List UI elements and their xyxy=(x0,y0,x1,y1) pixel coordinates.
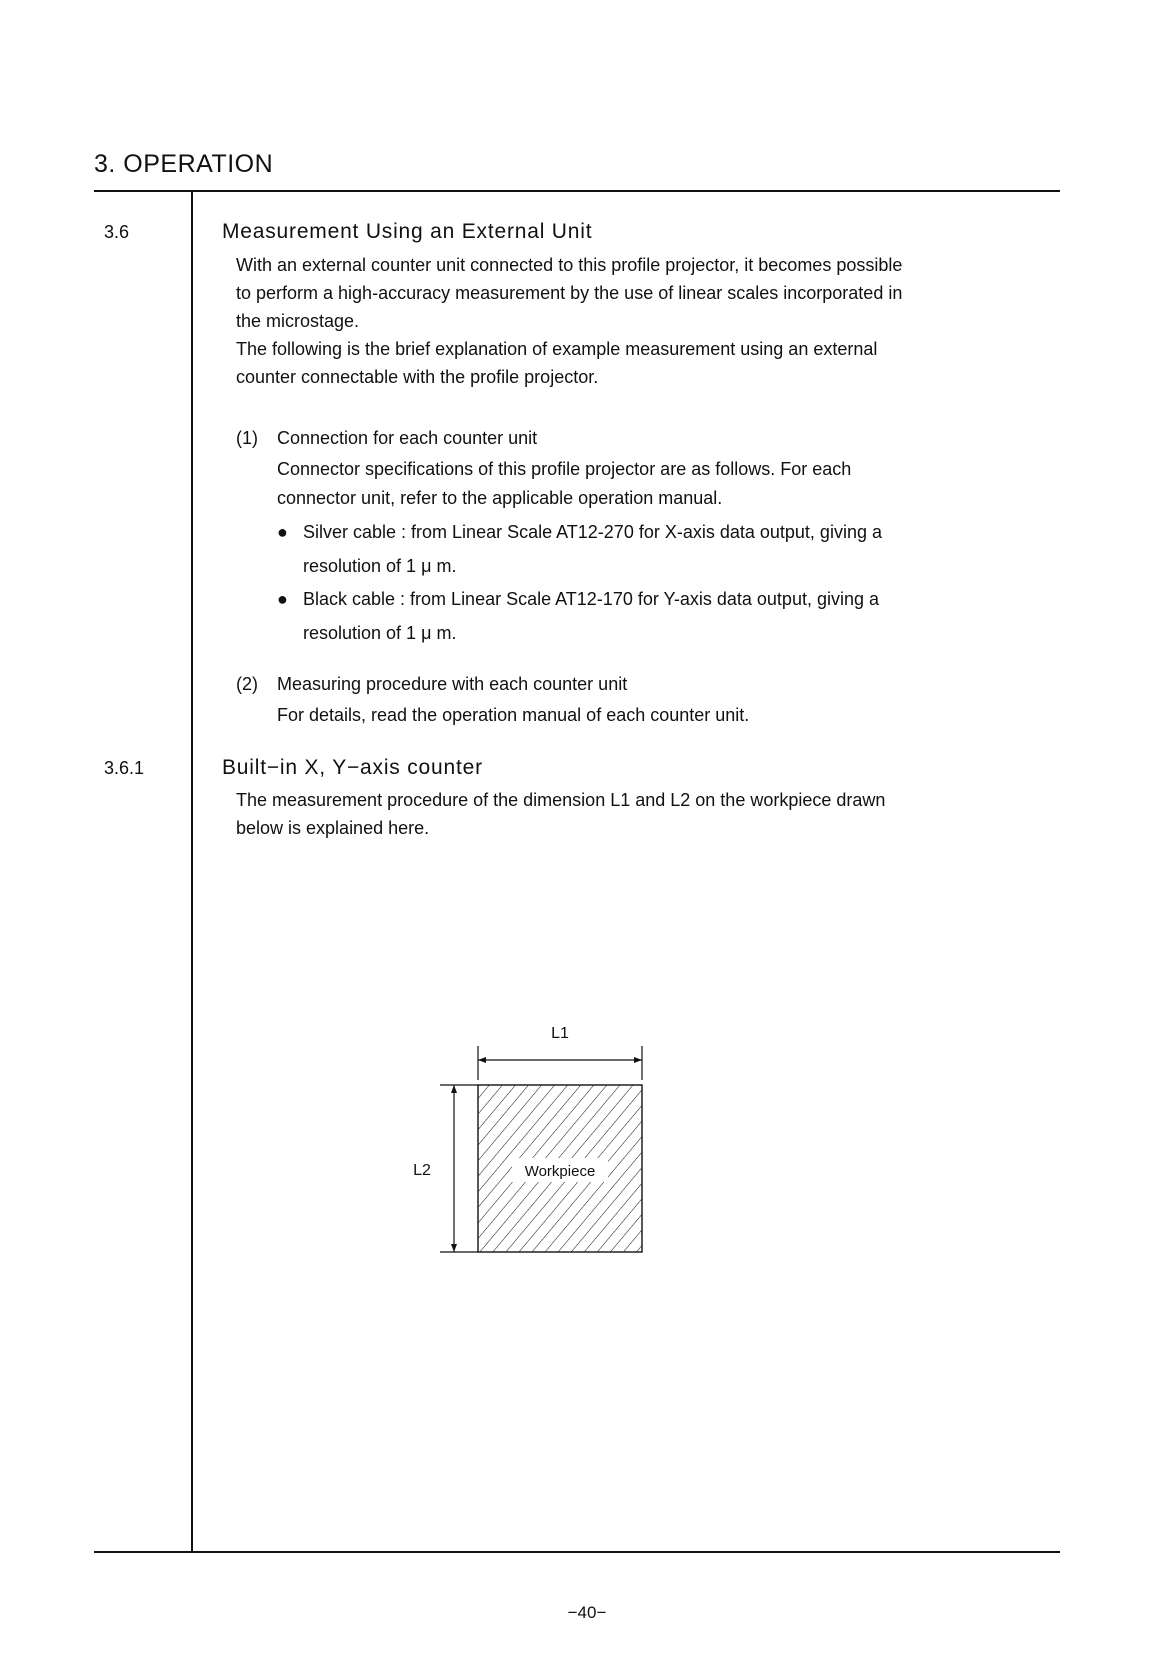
page-number: −40− xyxy=(567,1603,607,1622)
dimension-l1 xyxy=(478,1025,642,1080)
workpiece xyxy=(478,1085,642,1252)
section-title: Measurement Using an External Unit xyxy=(222,220,593,243)
item-heading xyxy=(236,428,537,449)
bullet-icon: ● xyxy=(277,522,288,542)
intro-line: The following is the brief explanation of example measurement using an external xyxy=(236,339,878,359)
dimension-l2 xyxy=(413,1085,478,1252)
item-number: (2) xyxy=(236,674,258,694)
item-number: (1) xyxy=(236,428,258,448)
margin-rule xyxy=(191,190,193,1553)
body-line: For details, read the operation manual of each counter unit. xyxy=(277,705,750,725)
chapter-title: 3. OPERATION xyxy=(94,150,274,178)
label-workpiece: Workpiece xyxy=(524,1163,596,1180)
bullet-line: resolution of 1 μ m. xyxy=(303,556,457,576)
item-title: Connection for each counter unit xyxy=(277,428,538,448)
bottom-rule xyxy=(94,1551,1060,1553)
intro-line: With an external counter unit connected to this profile projector, it becomes possible xyxy=(236,255,903,275)
list-item xyxy=(277,582,1037,650)
body-line: Connector specifications of this profile projector are as follows. For each xyxy=(277,459,852,479)
bullet-line: Black cable : from Linear Scale AT12-170 for Y-axis data output, giving a xyxy=(303,589,879,609)
section-body xyxy=(236,786,1046,842)
item-heading xyxy=(236,674,627,695)
section-intro xyxy=(236,251,1046,391)
body-line: The measurement procedure of the dimension L1 and L2 on the workpiece drawn xyxy=(236,790,886,810)
list-item xyxy=(277,515,1037,583)
item-body xyxy=(277,455,1037,513)
body-line: connector unit, refer to the applicable operation manual. xyxy=(277,488,723,508)
bullet-line: Silver cable : from Linear Scale AT12-270 for X-axis data output, giving a xyxy=(303,522,882,542)
bullet-icon: ● xyxy=(277,589,288,609)
section-number: 3.6 xyxy=(104,222,130,242)
bullet-line: resolution of 1 μ m. xyxy=(303,623,457,643)
workpiece-figure xyxy=(400,1020,660,1260)
intro-line: the microstage. xyxy=(236,311,360,331)
label-l1: L1 xyxy=(551,1025,569,1042)
label-l2: L2 xyxy=(413,1162,431,1179)
item-title: Measuring procedure with each counter unit xyxy=(277,674,628,694)
section-title: Built−in X, Y−axis counter xyxy=(222,756,483,779)
section-number: 3.6.1 xyxy=(104,758,145,778)
top-rule xyxy=(94,190,1060,192)
body-line: below is explained here. xyxy=(236,818,430,838)
intro-line: counter connectable with the profile projector. xyxy=(236,367,599,387)
intro-line: to perform a high-accuracy measurement by the use of linear scales incorporated in xyxy=(236,283,903,303)
item-body xyxy=(277,701,1037,730)
